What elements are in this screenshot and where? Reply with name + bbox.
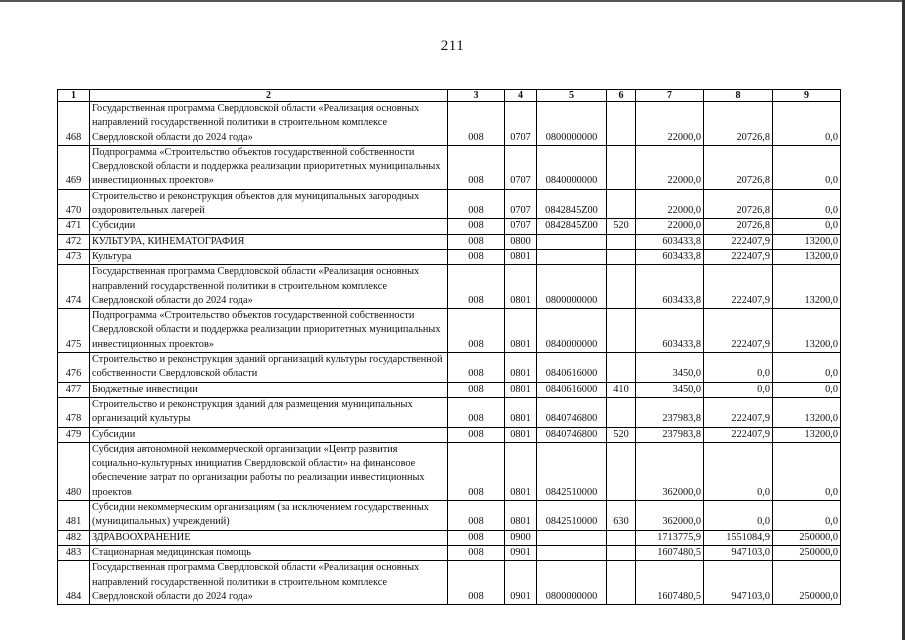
table-row [58,545,841,560]
ministry-code-cell: 008 [448,442,505,500]
ministry-code-cell: 008 [448,427,505,442]
row-number-cell: 482 [58,530,90,545]
expense-type-cell [607,265,636,309]
budget-table [57,89,841,605]
expense-type-cell: 410 [607,382,636,397]
amount-col8-cell: 20726,8 [704,219,773,234]
table-row [58,219,841,234]
section-code-cell: 0707 [505,102,537,146]
row-number-cell: 468 [58,102,90,146]
row-number-cell: 470 [58,189,90,219]
amount-col8-cell: 222407,9 [704,427,773,442]
amount-col9-cell: 13200,0 [773,309,841,353]
amount-col7-cell: 362000,0 [636,501,704,531]
amount-col9-cell: 13200,0 [773,265,841,309]
table-row [58,561,841,605]
item-name-cell: Строительство и реконструкция зданий организаций культуры государственной собственности Свердловской области [90,353,448,383]
amount-col9-cell: 250000,0 [773,561,841,605]
amount-col7-cell: 1607480,5 [636,545,704,560]
table-row [58,397,841,427]
item-name-cell: Субсидии некоммерческим организациям (за исключением государственных (муниципальных) учреждений) [90,501,448,531]
section-code-cell: 0801 [505,249,537,264]
ministry-code-cell: 008 [448,397,505,427]
table-row [58,309,841,353]
target-article-cell: 0800000000 [537,265,607,309]
ministry-code-cell: 008 [448,189,505,219]
section-code-cell: 0707 [505,219,537,234]
header-cell: 2 [90,90,448,102]
item-name-cell: Подпрограмма «Строительство объектов государственной собственности Свердловской области и поддержка реализации приоритетных муниципальных инвестиционных проектов» [90,145,448,189]
row-number-cell: 481 [58,501,90,531]
target-article-cell: 0840746800 [537,397,607,427]
amount-col9-cell: 0,0 [773,219,841,234]
target-article-cell: 0800000000 [537,561,607,605]
header-cell: 6 [607,90,636,102]
expense-type-cell [607,530,636,545]
table-row [58,501,841,531]
expense-type-cell [607,442,636,500]
amount-col7-cell: 237983,8 [636,427,704,442]
section-code-cell: 0801 [505,427,537,442]
item-name-cell: Подпрограмма «Строительство объектов государственной собственности Свердловской области и поддержка реализации приоритетных муниципальных инвестиционных проектов» [90,309,448,353]
expense-type-cell [607,561,636,605]
amount-col9-cell: 250000,0 [773,545,841,560]
item-name-cell: Государственная программа Свердловской области «Реализация основных направлений государственной политики в строительном комплексе Свердловской области до 2024 года» [90,561,448,605]
ministry-code-cell: 008 [448,102,505,146]
ministry-code-cell: 008 [448,145,505,189]
section-code-cell: 0801 [505,442,537,500]
expense-type-cell [607,353,636,383]
amount-col9-cell: 13200,0 [773,234,841,249]
section-code-cell: 0901 [505,561,537,605]
amount-col7-cell: 237983,8 [636,397,704,427]
table-row [58,102,841,146]
item-name-cell: Государственная программа Свердловской области «Реализация основных направлений государственной политики в строительном комплексе Свердловской области до 2024 года» [90,102,448,146]
target-article-cell: 0840746800 [537,427,607,442]
ministry-code-cell: 008 [448,234,505,249]
row-number-cell: 478 [58,397,90,427]
section-code-cell: 0801 [505,265,537,309]
table-row [58,427,841,442]
amount-col8-cell: 0,0 [704,382,773,397]
item-name-cell: Стационарная медицинская помощь [90,545,448,560]
target-article-cell: 0842845Z00 [537,189,607,219]
table-row [58,145,841,189]
table-row [58,442,841,500]
expense-type-cell [607,102,636,146]
target-article-cell: 0842510000 [537,442,607,500]
row-number-cell: 469 [58,145,90,189]
amount-col7-cell: 362000,0 [636,442,704,500]
amount-col9-cell: 0,0 [773,382,841,397]
amount-col7-cell: 3450,0 [636,382,704,397]
amount-col8-cell: 222407,9 [704,249,773,264]
target-article-cell [537,249,607,264]
item-name-cell: Субсидия автономной некоммерческой организации «Центр развития социально-культурных инициатив Свердловской области» на финансовое обеспечение затрат по организации работы по реализации инвестиционных проектов [90,442,448,500]
amount-col8-cell: 222407,9 [704,397,773,427]
table-header-row [58,90,841,102]
row-number-cell: 483 [58,545,90,560]
item-name-cell: КУЛЬТУРА, КИНЕМАТОГРАФИЯ [90,234,448,249]
amount-col9-cell: 0,0 [773,501,841,531]
amount-col7-cell: 22000,0 [636,189,704,219]
row-number-cell: 473 [58,249,90,264]
amount-col8-cell: 222407,9 [704,265,773,309]
amount-col9-cell: 0,0 [773,102,841,146]
amount-col9-cell: 0,0 [773,353,841,383]
amount-col8-cell: 20726,8 [704,189,773,219]
header-cell: 7 [636,90,704,102]
header-cell: 8 [704,90,773,102]
target-article-cell: 0800000000 [537,102,607,146]
header-cell: 3 [448,90,505,102]
ministry-code-cell: 008 [448,382,505,397]
target-article-cell [537,545,607,560]
table-row [58,189,841,219]
amount-col8-cell: 947103,0 [704,561,773,605]
header-cell: 9 [773,90,841,102]
row-number-cell: 477 [58,382,90,397]
row-number-cell: 472 [58,234,90,249]
amount-col7-cell: 22000,0 [636,102,704,146]
item-name-cell: ЗДРАВООХРАНЕНИЕ [90,530,448,545]
table-row [58,249,841,264]
amount-col7-cell: 603433,8 [636,309,704,353]
section-code-cell: 0801 [505,353,537,383]
amount-col7-cell: 603433,8 [636,265,704,309]
page-number: 211 [440,38,465,54]
row-number-cell: 474 [58,265,90,309]
amount-col9-cell: 0,0 [773,189,841,219]
table-row [58,353,841,383]
amount-col9-cell: 13200,0 [773,427,841,442]
target-article-cell: 0842845Z00 [537,219,607,234]
table-row [58,382,841,397]
amount-col8-cell: 0,0 [704,501,773,531]
amount-col7-cell: 3450,0 [636,353,704,383]
amount-col8-cell: 1551084,9 [704,530,773,545]
table-body [58,102,841,605]
amount-col7-cell: 22000,0 [636,219,704,234]
target-article-cell [537,530,607,545]
target-article-cell: 0840000000 [537,309,607,353]
ministry-code-cell: 008 [448,545,505,560]
section-code-cell: 0900 [505,530,537,545]
section-code-cell: 0801 [505,501,537,531]
row-number-cell: 476 [58,353,90,383]
expense-type-cell: 520 [607,427,636,442]
expense-type-cell [607,189,636,219]
amount-col9-cell: 250000,0 [773,530,841,545]
item-name-cell: Строительство и реконструкция объектов для муниципальных загородных оздоровительных лагерей [90,189,448,219]
row-number-cell: 479 [58,427,90,442]
table-row [58,530,841,545]
ministry-code-cell: 008 [448,530,505,545]
header-cell: 5 [537,90,607,102]
row-number-cell: 475 [58,309,90,353]
target-article-cell [537,234,607,249]
amount-col7-cell: 22000,0 [636,145,704,189]
amount-col7-cell: 603433,8 [636,249,704,264]
ministry-code-cell: 008 [448,219,505,234]
item-name-cell: Культура [90,249,448,264]
ministry-code-cell: 008 [448,561,505,605]
amount-col8-cell: 0,0 [704,442,773,500]
row-number-cell: 484 [58,561,90,605]
amount-col9-cell: 0,0 [773,442,841,500]
item-name-cell: Субсидии [90,219,448,234]
row-number-cell: 471 [58,219,90,234]
item-name-cell: Субсидии [90,427,448,442]
expense-type-cell [607,309,636,353]
ministry-code-cell: 008 [448,309,505,353]
section-code-cell: 0901 [505,545,537,560]
ministry-code-cell: 008 [448,501,505,531]
expense-type-cell [607,545,636,560]
section-code-cell: 0707 [505,189,537,219]
row-number-cell: 480 [58,442,90,500]
amount-col7-cell: 1607480,5 [636,561,704,605]
amount-col8-cell: 222407,9 [704,234,773,249]
target-article-cell: 0840616000 [537,382,607,397]
expense-type-cell [607,145,636,189]
amount-col9-cell: 13200,0 [773,397,841,427]
page-frame-top [0,0,905,2]
item-name-cell: Бюджетные инвестиции [90,382,448,397]
section-code-cell: 0801 [505,382,537,397]
amount-col7-cell: 603433,8 [636,234,704,249]
expense-type-cell [607,397,636,427]
expense-type-cell [607,249,636,264]
expense-type-cell: 520 [607,219,636,234]
amount-col9-cell: 0,0 [773,145,841,189]
table-row [58,265,841,309]
item-name-cell: Государственная программа Свердловской области «Реализация основных направлений государственной политики в строительном комплексе Свердловской области до 2024 года» [90,265,448,309]
amount-col8-cell: 222407,9 [704,309,773,353]
section-code-cell: 0707 [505,145,537,189]
section-code-cell: 0801 [505,309,537,353]
target-article-cell: 0840000000 [537,145,607,189]
amount-col8-cell: 20726,8 [704,102,773,146]
section-code-cell: 0801 [505,397,537,427]
item-name-cell: Строительство и реконструкция зданий для размещения муниципальных организаций культуры [90,397,448,427]
amount-col8-cell: 947103,0 [704,545,773,560]
amount-col8-cell: 0,0 [704,353,773,383]
ministry-code-cell: 008 [448,265,505,309]
amount-col7-cell: 1713775,9 [636,530,704,545]
ministry-code-cell: 008 [448,353,505,383]
expense-type-cell: 630 [607,501,636,531]
amount-col8-cell: 20726,8 [704,145,773,189]
header-cell: 1 [58,90,90,102]
amount-col9-cell: 13200,0 [773,249,841,264]
table-row [58,234,841,249]
section-code-cell: 0800 [505,234,537,249]
header-cell: 4 [505,90,537,102]
expense-type-cell [607,234,636,249]
target-article-cell: 0840616000 [537,353,607,383]
target-article-cell: 0842510000 [537,501,607,531]
ministry-code-cell: 008 [448,249,505,264]
